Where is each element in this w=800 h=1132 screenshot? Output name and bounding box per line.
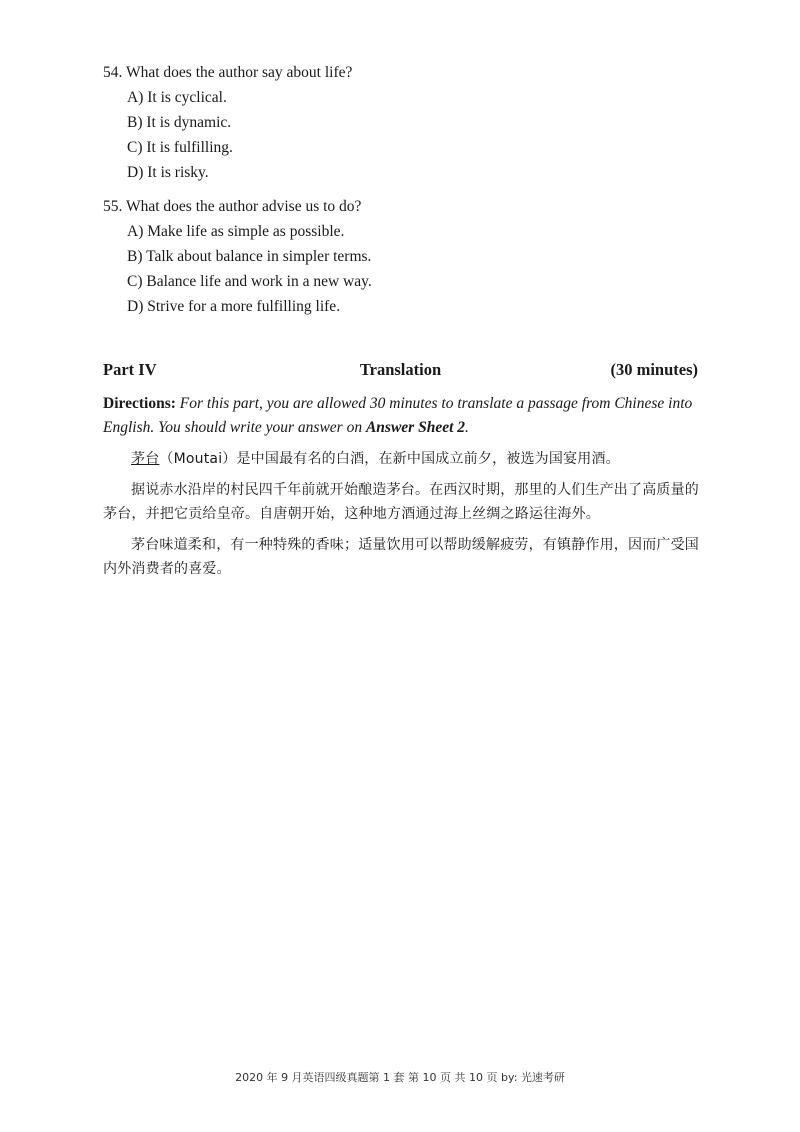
- answer-sheet-ref: Answer Sheet 2: [365, 419, 466, 436]
- part-label: Part IV: [103, 360, 157, 379]
- question-stem: 55. What does the author advise us to do?: [103, 198, 362, 215]
- passage-paragraph-1: [103, 447, 699, 471]
- option-c: C) It is fulfilling.: [127, 139, 233, 156]
- passage-text: （Moutai）是中国最有名的白酒，在新中国成立前夕，被选为国宴用酒。: [159, 451, 620, 467]
- option-b: B) Talk about balance in simpler terms.: [127, 248, 372, 265]
- directions: [103, 392, 701, 440]
- option-c: C) Balance life and work in a new way.: [127, 273, 372, 290]
- option-a: A) It is cyclical.: [127, 89, 227, 106]
- option-a: A) Make life as simple as possible.: [127, 223, 345, 240]
- question-stem: 54. What does the author say about life?: [103, 64, 353, 81]
- passage-paragraph-2: 据说赤水沿岸的村民四千年前就开始酿造茅台。在西汉时期，那里的人们生产出了高质量的茅台，并把它贡给皇帝。自唐朝开始，这种地方酒通过海上丝绸之路运往海外。: [103, 482, 699, 522]
- passage-paragraph-3: 茅台味道柔和，有一种特殊的香味；适量饮用可以帮助缓解疲劳，有镇静作用，因而广受国内外消费者的喜爱。: [103, 537, 699, 577]
- directions-end: .: [465, 419, 469, 436]
- option-b: B) It is dynamic.: [127, 114, 232, 131]
- option-d: D) It is risky.: [127, 164, 209, 181]
- option-d: D) Strive for a more fulfilling life.: [127, 298, 341, 315]
- part-time: (30 minutes): [610, 360, 698, 379]
- question-54: [103, 60, 703, 185]
- part-header: [103, 360, 698, 380]
- page-footer: 2020 年 9 月英语四级真题第 1 套 第 10 页 共 10 页 by: 光速考研: [235, 1071, 565, 1084]
- question-55: [103, 194, 703, 319]
- directions-text: For this part, you are allowed 30 minutes to translate a passage from Chinese into English. You should write your answer on: [103, 395, 693, 436]
- part-title: Translation: [359, 360, 442, 379]
- directions-label: Directions:: [103, 395, 176, 412]
- passage-term: 茅台: [131, 451, 160, 467]
